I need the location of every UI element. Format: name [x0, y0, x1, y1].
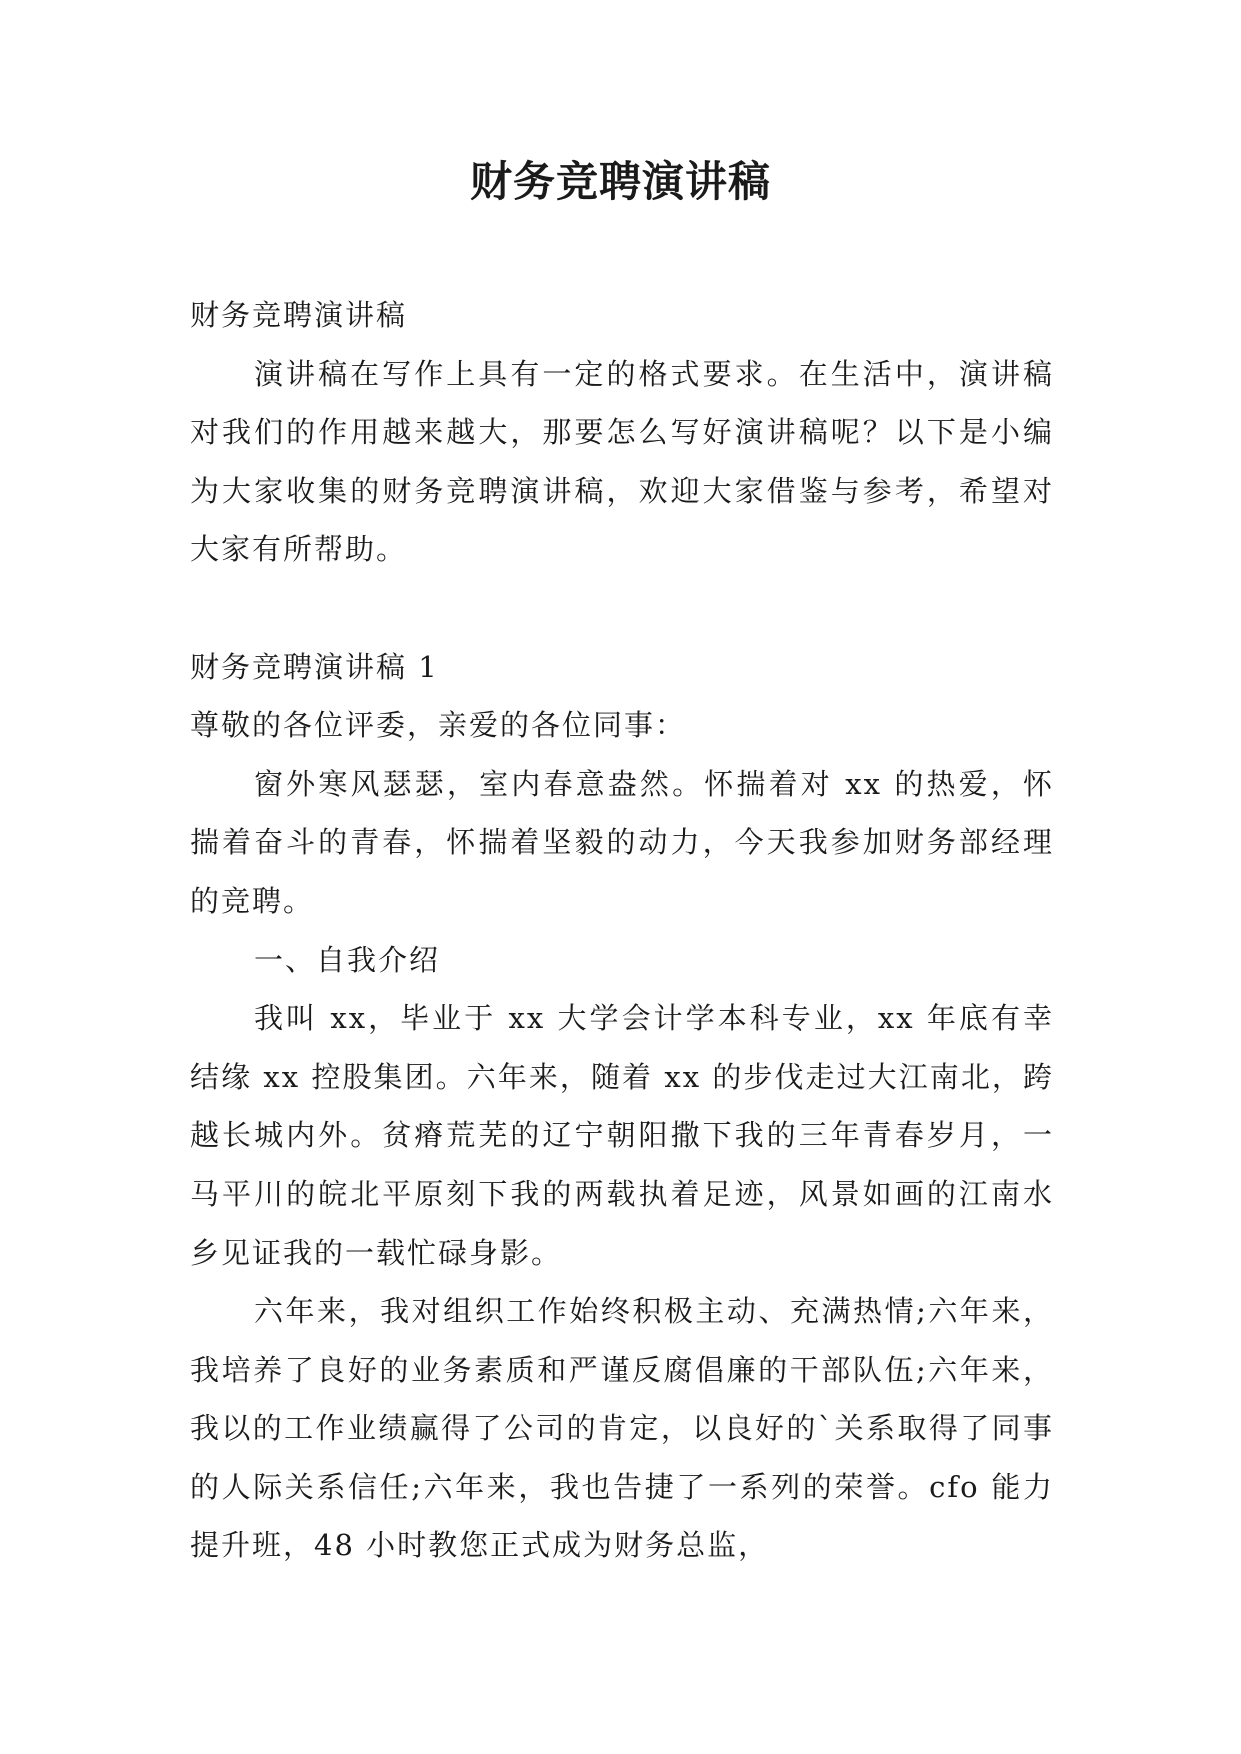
salutation: 尊敬的各位评委，亲爱的各位同事： [190, 708, 687, 743]
intro-paragraph: 演讲稿在写作上具有一定的格式要求。在生活中，演讲稿对我们的作用越来越大，那要怎么写好演讲稿呢？以下是小编为大家收集的财务竞聘演讲稿，欢迎大家借鉴与参考，希望对大家有所帮助。 [190, 356, 1054, 567]
achievement-paragraph: 六年来，我对组织工作始终积极主动、充满热情;六年来，我培养了良好的业务素质和严谨反腐倡廉的干部队伍;六年来，我以的工作业绩赢得了公司的肯定，以良好的`关系取得了同事的人际关系信任;六年来，我也告捷了一系列的荣誉。cfo 能力提升班，48 小时教您正式成为财务总监， [190, 1294, 1054, 1563]
opening-paragraph: 窗外寒风瑟瑟，室内春意盎然。怀揣着对 xx 的热爱，怀揣着奋斗的青春，怀揣着坚毅的动力，今天我参加财务部经理的竞聘。 [190, 766, 1054, 918]
subsection-heading: 一、自我介绍 [254, 942, 441, 977]
document-body [190, 286, 1054, 1575]
section-heading: 财务竞聘演讲稿 1 [190, 649, 439, 684]
blank-line [190, 579, 1054, 638]
subtitle-line: 财务竞聘演讲稿 [190, 298, 408, 332]
self-intro-paragraph: 我叫 xx，毕业于 xx 大学会计学本科专业，xx 年底有幸结缘 xx 控股集团。六年来，随着 xx 的步伐走过大江南北，跨越长城内外。贫瘠荒芜的辽宁朝阳撒下我的三年青春岁月，一马平川的皖北平原刻下我的两载执着足迹，风景如画的江南水乡见证我的一载忙碌身影。 [190, 1001, 1054, 1270]
document-title: 财务竞聘演讲稿 [469, 157, 771, 206]
